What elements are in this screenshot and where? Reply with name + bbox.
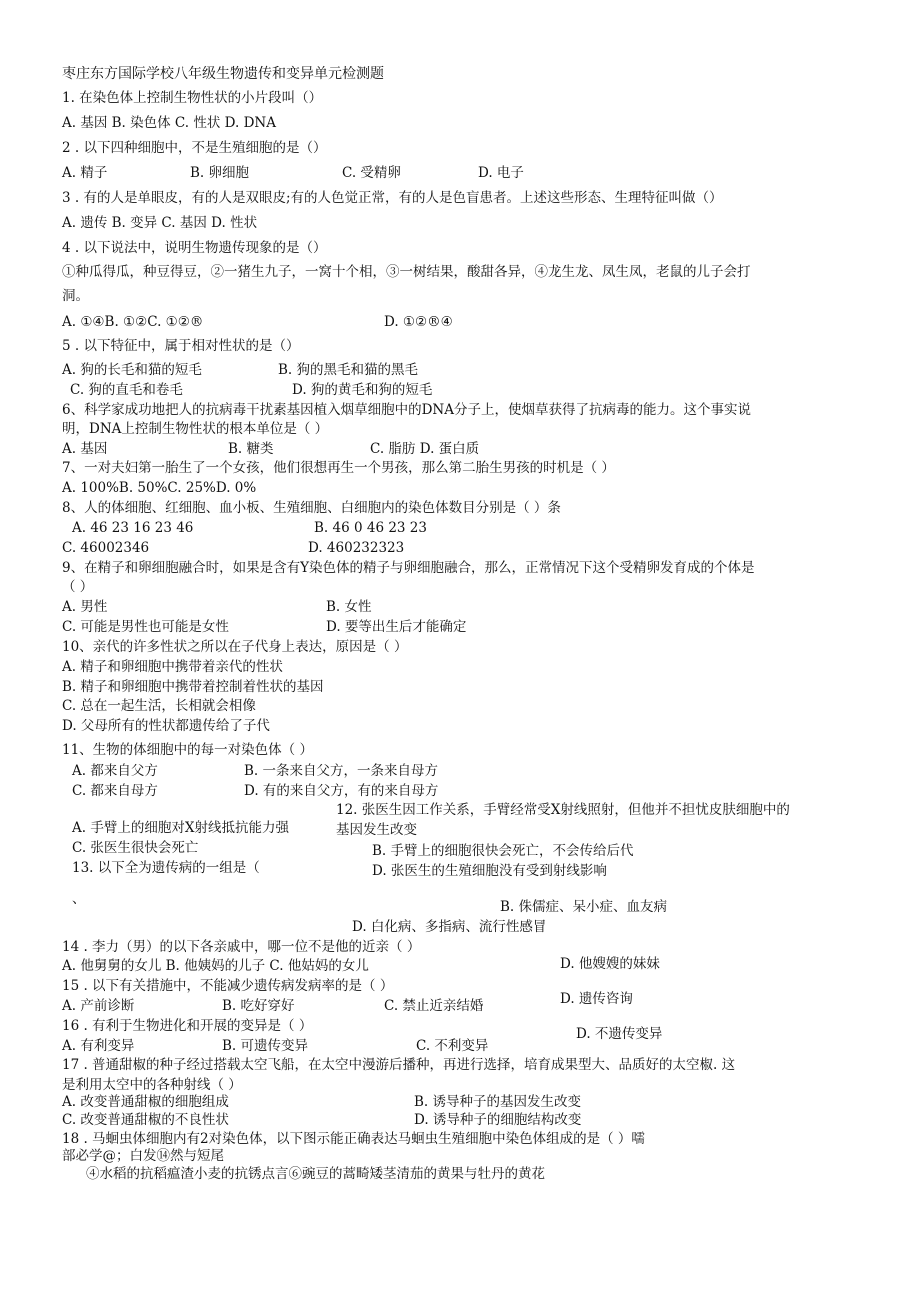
question-9-option-b: B. 女性 — [326, 599, 372, 615]
question-15-option-b: B. 吃好穿好 — [222, 998, 295, 1014]
question-9-option-d: D. 要等出生后才能确定 — [326, 619, 467, 635]
question-5: 5 . 以下特征中，属于相对性状的是（） — [62, 338, 300, 354]
question-2: 2 . 以下四种细胞中，不是生殖细胞的是（） — [62, 140, 327, 156]
question-17-option-d: D. 诱导种子的细胞结构改变 — [414, 1112, 582, 1128]
question-17-option-a: A. 改变普通甜椒的细胞组成 — [62, 1094, 229, 1110]
question-1-options: A. 基因 B. 染色体 C. 性状 D. DNA — [62, 115, 276, 131]
question-14: 14 . 李力（男）的以下各亲戚中，哪一位不是他的近亲（ ） — [62, 939, 421, 955]
question-18-line2: 部必学@；白发⑭然与短尾 — [62, 1148, 224, 1164]
question-14-options-abc: A. 他舅舅的女儿 B. 他姨妈的儿子 C. 他姑妈的女儿 — [62, 958, 369, 974]
question-17-option-c: C. 改变普通甜椒的不良性状 — [62, 1112, 229, 1128]
question-10-option-a: A. 精子和卵细胞中携带着亲代的性状 — [62, 659, 283, 675]
question-16-option-a: A. 有利变异 — [62, 1038, 135, 1054]
question-15-option-a: A. 产前诊断 — [62, 998, 135, 1014]
question-16-option-c: C. 不利变异 — [416, 1038, 489, 1054]
question-4: 4 . 以下说法中，说明生物遗传现象的是（） — [62, 240, 327, 256]
question-9-option-c: C. 可能是男性也可能是女性 — [62, 619, 229, 635]
question-2-option-b: B. 卵细胞 — [190, 165, 250, 181]
question-17-option-b: B. 诱导种子的基因发生改变 — [414, 1094, 582, 1110]
question-9-line1: 9、在精子和卵细胞融合时，如果是含有Y染色体的精子与卵细胞融合，那么，正常情况下这个受精卵发育成的个体是 — [62, 560, 755, 576]
question-13-option-d: D. 白化病、多指病、流行性感冒 — [352, 919, 547, 935]
question-10-option-c: C. 总在一起生活，长相就会相像 — [62, 698, 256, 714]
question-12-line2: 基因发生改变 — [336, 822, 417, 838]
question-2-option-d: D. 电子 — [478, 165, 524, 181]
question-4-option-d: D. ①②®④ — [384, 314, 453, 330]
question-10-option-d: D. 父母所有的性状都遗传给了子代 — [62, 718, 270, 734]
question-5-option-d: D. 狗的黄毛和狗的短毛 — [292, 382, 433, 398]
question-12-option-a: A. 手臂上的细胞对X射线抵抗能力强 — [72, 820, 289, 836]
question-10-option-b: B. 精子和卵细胞中携带着控制着性状的基因 — [62, 679, 324, 695]
question-8-option-b: B. 46 0 46 23 23 — [314, 520, 427, 536]
question-4-text-line1: ①种瓜得瓜，种豆得豆，②一猪生九子，一窝十个相，③一树结果，酸甜各异，④龙生龙、凤生凤，老鼠的儿子会打 — [62, 264, 751, 280]
question-4-options-abc: A. ①④B. ①②C. ①②® — [62, 314, 204, 330]
question-12-line1: 12. 张医生因工作关系，手臂经常受X射线照射，但他并不担忧皮肤细胞中的 — [336, 802, 790, 818]
question-11-option-b: B. 一条来自父方，一条来自母方 — [244, 763, 439, 779]
question-12-option-b: B. 手臂上的细胞很快会死亡，不会传给后代 — [372, 843, 634, 859]
question-13-option-b: B. 侏儒症、呆小症、血友病 — [500, 899, 668, 915]
page-title: 枣庄东方国际学校八年级生物遗传和变异单元检测题 — [62, 66, 384, 82]
question-11: 11、生物的体细胞中的每一对染色体（ ） — [62, 742, 313, 758]
question-15-option-c: C. 禁止近亲结婚 — [384, 998, 484, 1014]
question-13: 13. 以下全为遗传病的一组是（ — [72, 860, 260, 876]
question-13-mark: 、 — [72, 891, 86, 907]
question-15: 15 . 以下有关措施中，不能减少遗传病发病率的是（ ） — [62, 978, 394, 994]
question-7-options: A. 100%B. 50%C. 25%D. 0% — [62, 480, 257, 496]
question-16-option-d: D. 不遗传变异 — [576, 1026, 663, 1042]
question-14-option-d: D. 他嫂嫂的妹妹 — [560, 956, 660, 972]
question-18-line1: 18 . 马蛔虫体细胞内有2对染色体，以下图示能正确表达马蛔虫生殖细胞中染色体组成的是（ ）嚅 — [62, 1131, 645, 1147]
question-7: 7、一对夫妇第一胎生了一个女孩，他们很想再生一个男孩，那么第二胎生男孩的时机是（ ） — [62, 460, 615, 476]
question-3: 3 . 有的人是单眼皮，有的人是双眼皮;有的人色觉正常，有的人是色盲患者。上述这些形态、生理特征叫做（） — [62, 190, 723, 206]
question-6-option-b: B. 糖类 — [228, 441, 274, 457]
question-4-text-line2: 洞。 — [62, 288, 89, 304]
question-2-option-c: C. 受精卵 — [342, 165, 401, 181]
question-18-line3: ④水稻的抗稻瘟渣小麦的抗锈点言⑥豌豆的蒿畸矮茎清茄的黄果与牡丹的黄花 — [86, 1166, 545, 1182]
question-16: 16 . 有利于生物进化和开展的变异是（ ） — [62, 1018, 313, 1034]
question-12-option-d: D. 张医生的生殖细胞没有受到射线影响 — [372, 863, 607, 879]
question-6-option-cd: C. 脂肪 D. 蛋白质 — [370, 441, 480, 457]
question-11-option-c: C. 都来自母方 — [72, 783, 158, 799]
question-2-option-a: A. 精子 — [62, 165, 108, 181]
question-8-option-d: D. 460232323 — [308, 540, 405, 556]
question-11-option-a: A. 都来自父方 — [72, 763, 158, 779]
question-17-line2: 是利用太空中的各种射线（ ） — [62, 1077, 242, 1093]
question-8-option-a: A. 46 23 16 23 46 — [72, 520, 194, 536]
question-17-line1: 17 . 普通甜椒的种子经过搭载太空飞船，在太空中漫游后播种，再进行选择，培育成果型大、品质好的太空椒. 这 — [62, 1057, 736, 1073]
question-16-option-b: B. 可遗传变异 — [222, 1038, 309, 1054]
question-6-line1: 6、科学家成功地把人的抗病毒干扰素基因植入烟草细胞中的DNA分子上，使烟草获得了抗病毒的能力。这个事实说 — [62, 402, 751, 418]
question-3-options: A. 遗传 B. 变异 C. 基因 D. 性状 — [62, 215, 258, 231]
question-5-option-b: B. 狗的黑毛和猫的黑毛 — [278, 362, 419, 378]
question-1: 1. 在染色体上控制生物性状的小片段叫（） — [62, 90, 323, 106]
question-11-option-d: D. 有的来自父方，有的来自母方 — [244, 783, 439, 799]
question-5-option-c: C. 狗的直毛和卷毛 — [70, 382, 183, 398]
question-8-option-c: C. 46002346 — [62, 540, 150, 556]
question-12-option-c: C. 张医生很快会死亡 — [72, 840, 199, 856]
question-6-option-a: A. 基因 — [62, 441, 108, 457]
question-5-option-a: A. 狗的长毛和猫的短毛 — [62, 362, 202, 378]
question-15-option-d: D. 遗传咨询 — [560, 991, 633, 1007]
question-9-line2: （ ） — [62, 579, 94, 595]
question-6-line2: 明，DNA上控制生物性状的根本单位是（ ） — [62, 421, 329, 437]
question-8: 8、人的体细胞、红细胞、血小板、生殖细胞、白细胞内的染色体数目分别是（ ）条 — [62, 500, 561, 516]
question-10: 10、亲代的许多性状之所以在子代身上表达，原因是（ ） — [62, 639, 408, 655]
question-9-option-a: A. 男性 — [62, 599, 108, 615]
